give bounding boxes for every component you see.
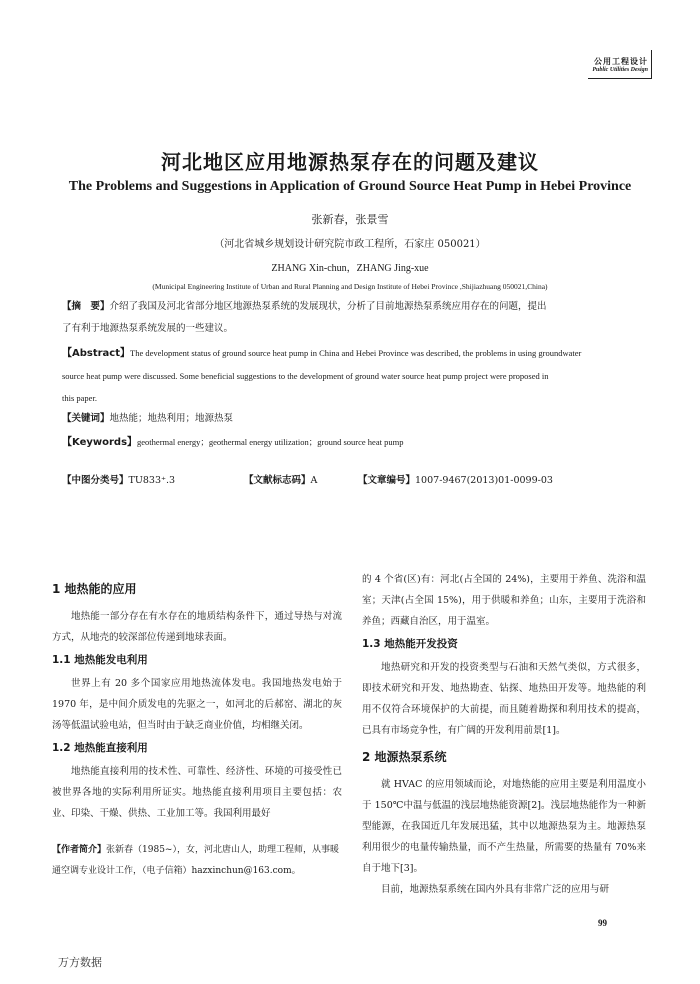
- abstract-en-line2: source heat pump were discussed. Some beneficial suggestions to the development of ground water source heat pump project were proposed in: [62, 371, 549, 381]
- keywords-cn-text: 地热能；地热利用；地源热泵: [109, 413, 234, 424]
- abstract-cn-label: 【摘 要】: [62, 301, 110, 312]
- keywords-cn-label: 【关键词】: [62, 413, 110, 424]
- section-1-1-paragraph: 世界上有 20 多个国家应用地热流体发电。我国地热发电始于 1970 年，是中间介质发电的先驱之一，如河北的后郝窑、湖北的灰汤等低温试验电站，但当时由于缺乏商业价值，均相继关闭。: [52, 678, 342, 731]
- affiliation-en: (Municipal Engineering Institute of Urban and Rural Planning and Design Institute of Hebei Province ,Shijiazhuang 050021,China): [152, 282, 548, 291]
- article-label: 【文章编号】: [358, 475, 416, 486]
- clc-label: 【中图分类号】: [62, 475, 129, 486]
- clc-number: [62, 472, 175, 486]
- authors-cn: 张新春，张景雪: [311, 213, 389, 226]
- section-1-2-heading: 1.2 地热能直接利用: [52, 742, 148, 754]
- section-1-2-paragraph: 地热能直接利用的技术性、可靠性、经济性、环境的可接受性已被世界各地的实际利用所证实。地热能直接利用项目主要包括：农业、印染、干燥、供热、工业加工等。我国利用最好: [52, 766, 342, 819]
- abstract-cn-line2: 了有利于地源热泵系统发展的一些建议。: [62, 323, 234, 334]
- abstract-en-line3: this paper.: [62, 393, 97, 403]
- section-1-3-paragraph: 地热研究和开发的投资类型与石油和天然气类似，方式很多，即技术研究和开发、地热勘查、钻探、地热田开发等。地热能的利用不仅符合环境保护的大前提，而且随着勘探和利用技术的提高，已具有市场竞争性，有广阔的开发利用前景[1]。: [362, 662, 646, 736]
- article-value: 1007-9467(2013)01-0099-03: [415, 475, 553, 486]
- section-1-heading: 1 地热能的应用: [52, 582, 137, 596]
- journal-name-cn: 公用工程设计: [594, 57, 648, 66]
- article-number: [358, 472, 553, 486]
- document-code: [244, 472, 317, 486]
- section-1-paragraph: 地热能一部分存在有水存在的地质结构条件下，通过导热与对流方式，从地壳的较深部位传递到地球表面。: [52, 611, 342, 643]
- page-number: 99: [598, 918, 607, 928]
- authors-en: ZHANG Xin-chun，ZHANG Jing-xue: [271, 263, 429, 274]
- abstract-en: [62, 342, 640, 409]
- section-2-paragraph-1: 就 HVAC 的应用领域而论，对地热能的应用主要是利用温度小于 150℃中温与低温的浅层地热能资源[2]。浅层地热能作为一种新型能源，在我国近几年发展迅猛，其中以地源热泵为主。地源热泵利用很少的电量传输热量，而不产生热量，所需要的热量有 70%来自于地下[3]。: [362, 779, 646, 874]
- paper-title-en: The Problems and Suggestions in Application of Ground Source Heat Pump in Hebei Province: [68, 179, 632, 194]
- continued-paragraph: 的 4 个省(区)有：河北(占全国的 24%)，主要用于养鱼、洗浴和温室；天津(占全国 15%)，用于供暖和养鱼；山东，主要用于洗浴和养鱼；西藏自治区，用于温室。: [362, 574, 646, 627]
- keywords-en: [62, 431, 640, 454]
- header-vertical-rule: [651, 50, 652, 78]
- doc-label: 【文献标志码】: [244, 475, 311, 486]
- right-column: [362, 569, 646, 900]
- section-2-paragraph-2: 目前，地源热泵系统在国内外具有非常广泛的应用与研: [381, 884, 610, 895]
- section-2-heading: 2 地源热泵系统: [362, 750, 447, 764]
- doc-value: A: [310, 475, 318, 486]
- abstract-en-label: 【Abstract】: [62, 348, 131, 359]
- affiliation-cn: （河北省城乡规划设计研究院市政工程所，石家庄 050021）: [214, 239, 486, 250]
- section-1-3-heading: 1.3 地热能开发投资: [362, 638, 458, 650]
- running-header: [592, 56, 648, 73]
- author-note: [52, 840, 342, 882]
- abstract-en-line1: The development status of ground source heat pump in China and Hebei Province was described, the problems in using groundwater: [130, 348, 582, 358]
- author-note-text: 张新春（1985~），女，河北唐山人，助理工程师，从事暖通空调专业设计工作，（电子信箱）hazxinchun@163.com。: [52, 845, 339, 876]
- keywords-cn: [62, 408, 640, 430]
- keywords-en-label: 【Keywords】: [62, 437, 138, 448]
- footer-watermark: 万方数据: [58, 956, 102, 969]
- paper-title-cn: 河北地区应用地源热泵存在的问题及建议: [161, 150, 539, 174]
- clc-value: TU833⁺.3: [128, 475, 176, 486]
- abstract-cn: [62, 296, 640, 340]
- left-column: [52, 573, 342, 824]
- journal-name-en: Public Utilities Design: [592, 67, 648, 73]
- header-horizontal-rule: [588, 78, 652, 79]
- abstract-cn-line1: 介绍了我国及河北省部分地区地源热泵系统的发展现状，分析了目前地源热泵系统应用存在的问题，提出: [109, 301, 547, 312]
- author-note-label: 【作者简介】: [52, 845, 107, 855]
- keywords-en-text: geothermal energy；geothermal energy utilization；ground source heat pump: [137, 437, 404, 447]
- section-1-1-heading: 1.1 地热能发电利用: [52, 654, 148, 666]
